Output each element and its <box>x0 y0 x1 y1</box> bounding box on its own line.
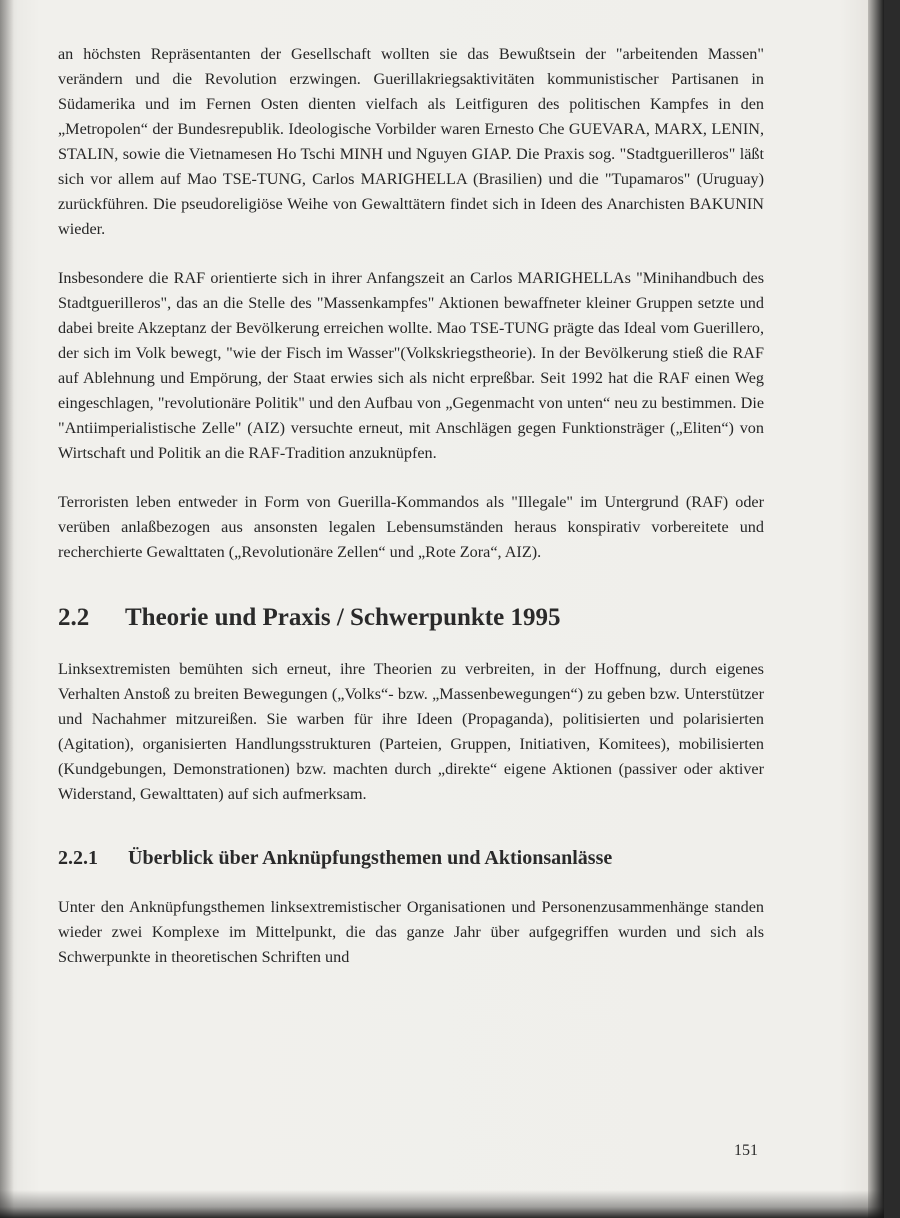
page-edge <box>868 0 884 1218</box>
section-heading <box>58 603 764 633</box>
section-title: Theorie und Praxis / Schwerpunkte 1995 <box>125 604 561 631</box>
subsection-heading <box>58 845 764 871</box>
section-number: 2.2 <box>58 604 90 631</box>
paragraph-5: Unter den Anknüpfungsthemen linksextremistischer Organisationen und Personenzusammenhänge standen wieder zwei Komplexe im Mittelpunkt, die das ganze Jahr über aufgegriffen wurden und sich als Schwerpunkte in theoretischen Schriften und <box>58 898 764 966</box>
page-content <box>58 42 764 970</box>
spine-shadow <box>0 0 14 1218</box>
page-number: 151 <box>734 1142 758 1159</box>
paragraph-1: an höchsten Repräsentanten der Gesellschaft wollten sie das Bewußtsein der "arbeitenden Massen" verändern und die Revolution erzwingen. Guerillakriegsaktivitäten kommunistischer Partisanen in Südamerika und im Fernen Osten dienten vielfach als Leitfiguren des politischen Kampfes in den „Metropolen“ der Bundesrepublik. Ideologische Vorbilder waren Ernesto Che GUEVARA, MARX, LENIN, STALIN, sowie die Vietnamesen Ho Tschi MINH und Nguyen GIAP. Die Praxis sog. "Stadtguerilleros" läßt sich vor allem auf Mao TSE-TUNG, Carlos MARIGHELLA (Brasilien) und die "Tupamaros" (Uruguay) zurückführen. Die pseudoreligiöse Weihe von Gewalttätern findet sich in Ideen des Anarchisten BAKUNIN wieder. <box>58 45 764 238</box>
subsection-number: 2.2.1 <box>58 847 98 869</box>
subsection-title: Überblick über Anknüpfungsthemen und Aktionsanlässe <box>128 847 613 869</box>
paragraph-4: Linksextremisten bemühten sich erneut, ihre Theorien zu verbreiten, in der Hoffnung, durch eigenes Verhalten Anstoß zu breiten Bewegungen („Volks“- bzw. „Massenbewegungen“) zu geben bzw. Unterstützer und Nachahmer mitzureißen. Sie warben für ihre Ideen (Propaganda), politisierten und polarisierten (Agitation), organisierten Handlungsstrukturen (Parteien, Gruppen, Initiativen, Komitees), mobilisierten (Kundgebungen, Demonstrationen) bzw. machten durch „direkte“ eigene Aktionen (passiver oder aktiver Widerstand, Gewalttaten) auf sich aufmerksam. <box>58 660 764 803</box>
paragraph-3: Terroristen leben entweder in Form von Guerilla-Kommandos als "Illegale" im Untergrund (RAF) oder verüben anlaßbezogen aus ansonsten legalen Lebensumständen heraus konspirativ vorbereitete und recherchierte Gewalttaten („Revolutionäre Zellen“ und „Rote Zora“, AIZ). <box>58 493 764 561</box>
bottom-shadow <box>0 1190 884 1218</box>
paragraph-2: Insbesondere die RAF orientierte sich in ihrer Anfangszeit an Carlos MARIGHELLAs "Minihandbuch des Stadtguerilleros", das an die Stelle des "Massenkampfes" Aktionen bewaffneter kleiner Gruppen setzte und dabei breite Akzeptanz der Bevölkerung erreichen wollte. Mao TSE-TUNG prägte das Ideal vom Guerillero, der sich im Volk bewegt, "wie der Fisch im Wasser"(Volkskriegstheorie). In der Bevölkerung stieß die RAF auf Ablehnung und Empörung, der Staat erwies sich als nicht erpreßbar. Seit 1992 hat die RAF einen Weg eingeschlagen, "revolutionäre Politik" und den Aufbau von „Gegenmacht von unten“ neu zu bestimmen. Die "Antiimperialistische Zelle" (AIZ) versuchte erneut, mit Anschlägen gegen Funktionsträger („Eliten“) von Wirtschaft und Politik an die RAF-Tradition anzuknüpfen. <box>58 269 764 462</box>
